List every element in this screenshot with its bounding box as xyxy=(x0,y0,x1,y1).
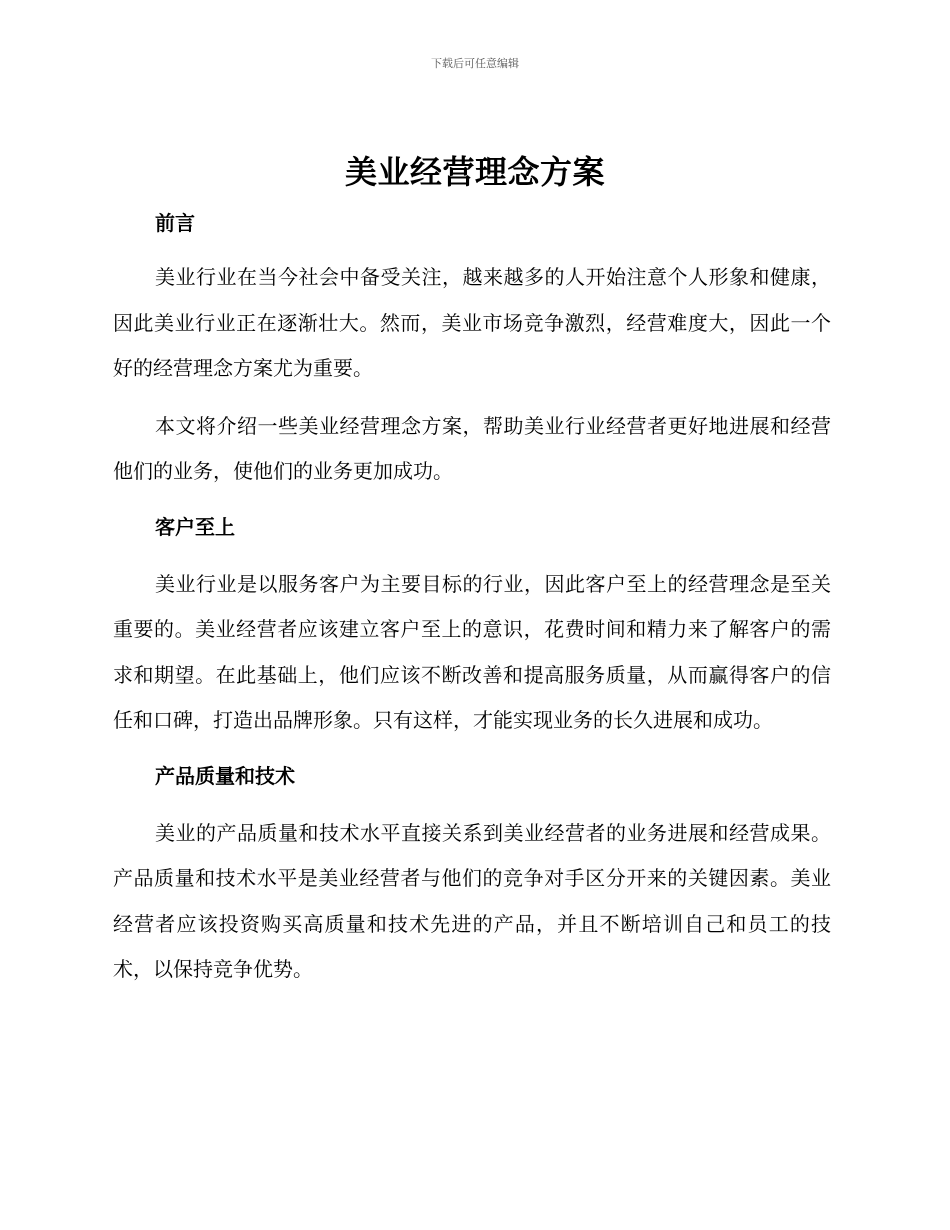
paragraph: 本文将介绍一些美业经营理念方案，帮助美业行业经营者更好地进展和经营他们的业务，使他们的业务更加成功。 xyxy=(113,413,831,483)
document-body xyxy=(113,203,831,1005)
section-heading-customer-first: 客户至上 xyxy=(155,514,235,539)
paragraph: 美业行业是以服务客户为主要目标的行业，因此客户至上的经营理念是至关重要的。美业经营者应该建立客户至上的意识，花费时间和精力来了解客户的需求和期望。在此基础上，他们应该不断改善和提高服务质量，从而赢得客户的信任和口碑，打造出品牌形象。只有这样，才能实现业务的长久进展和成功。 xyxy=(113,571,831,732)
header-note: 下载后可任意编辑 xyxy=(431,57,519,70)
document-title: 美业经营理念方案 xyxy=(344,153,605,191)
paragraph: 美业的产品质量和技术水平直接关系到美业经营者的业务进展和经营成果。产品质量和技术水平是美业经营者与他们的竞争对手区分开来的关键因素。美业经营者应该投资购买高质量和技术先进的产品，并且不断培训自己和员工的技术，以保持竞争优势。 xyxy=(113,820,831,981)
paragraph: 美业行业在当今社会中备受关注，越来越多的人开始注意个人形象和健康，因此美业行业正在逐渐壮大。然而，美业市场竞争激烈，经营难度大，因此一个好的经营理念方案尤为重要。 xyxy=(113,265,831,380)
section-heading-preface: 前言 xyxy=(155,211,195,235)
section-heading-product-quality: 产品质量和技术 xyxy=(155,763,295,788)
